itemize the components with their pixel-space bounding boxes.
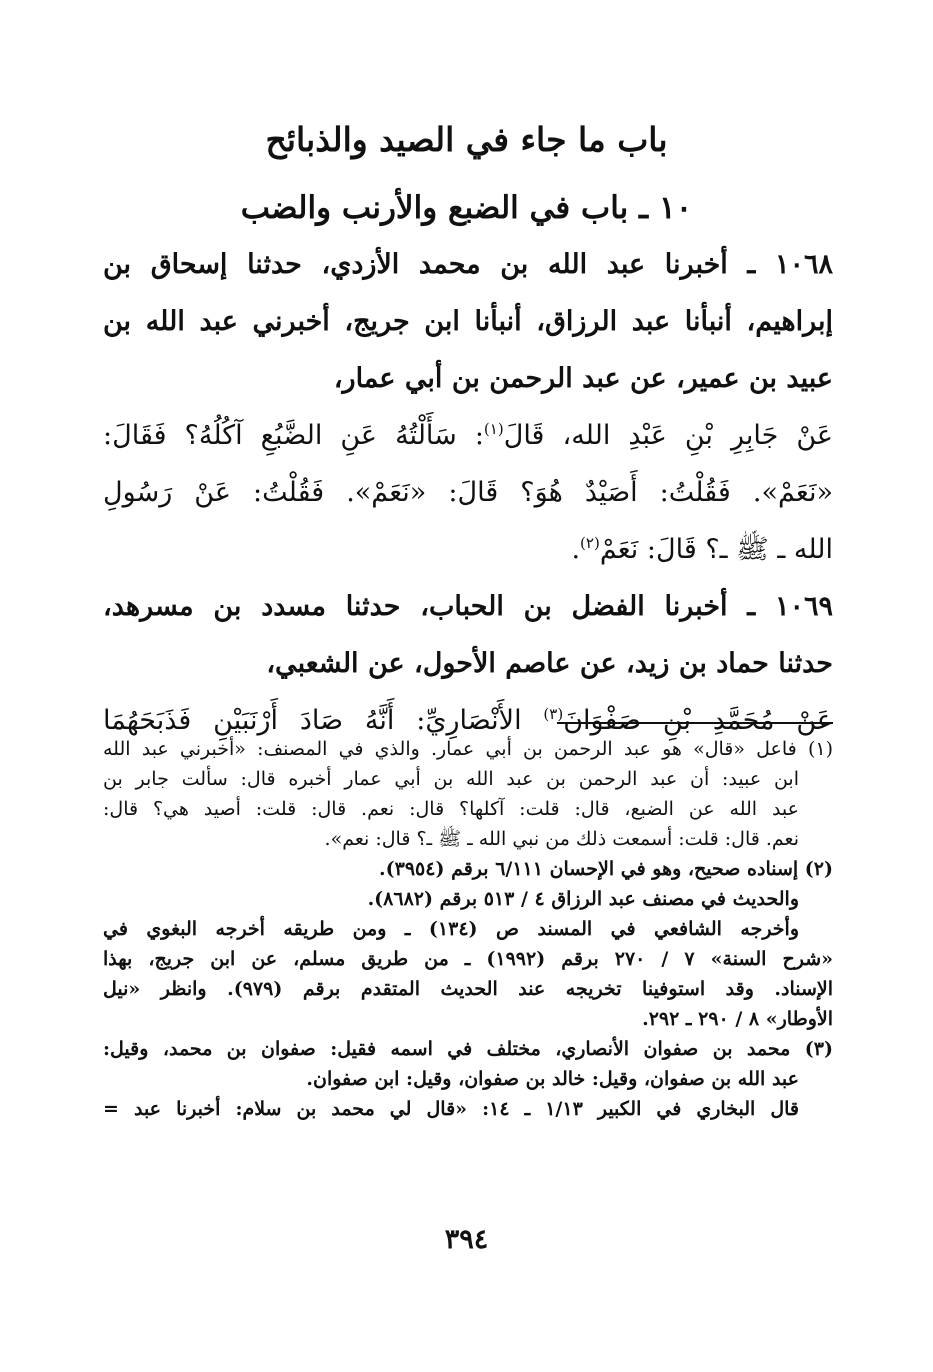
footnote-line: ابن عبيد: أن عبد الرحمن بن عبد الله بن أبي عمار أخبره قال: سألت جابر بن	[103, 768, 799, 790]
footnote-line: عبد الله عن الضبع، قال: قلت: آكلها؟ قال: نعم. قال: قلت: أصيد هي؟ قال:	[103, 798, 799, 820]
body-line: عبيد بن عمير، عن عبد الرحمن بن أبي عمار،	[333, 363, 833, 394]
body-line: ١٠٦٨ ـ أخبرنا عبد الله بن محمد الأزدي، حدثنا إسحاق بن	[103, 249, 833, 280]
footnote-line: نعم. قال: قلت: أسمعت ذلك من نبي الله ـ ﷺ ـ؟ قال: نعم».	[324, 828, 799, 850]
body-line: الله ـ ﷺ ـ؟ قَالَ: نَعَمْ$^{(٢)}$.	[571, 534, 833, 565]
footnote-line: (٣) محمد بن صفوان الأنصاري، مختلف في اسمه فقيل: صفوان بن محمد، وقيل:	[103, 1038, 833, 1060]
footnote-separator	[557, 722, 833, 724]
body-line: إبراهيم، أنبأنا عبد الرزاق، أنبأنا ابن جريج، أخبرني عبد الله بن	[103, 306, 833, 337]
footnote-marker: (٣)	[543, 705, 564, 723]
footnote-line: «شرح السنة» ٧ / ٢٧٠ برقم (١٩٩٢) ـ من طريق مسلم، عن ابن جريج، بهذا	[103, 948, 833, 970]
hadith-body	[103, 236, 833, 749]
footnote-line: الإسناد. وقد استوفينا تخريجه عند الحديث المتقدم برقم (٩٧٩). وانظر «نيل	[103, 978, 833, 1000]
footnote-line: (١) فاعل «قال» هو عبد الرحمن بن أبي عمار. والذي في المصنف: «أخبرني عبد الله	[103, 738, 833, 760]
section-title: ١٠ ـ باب في الضبع والأرنب والضب	[240, 190, 693, 226]
body-line: «نَعَمْ». فَقُلْتُ: أَصَيْدٌ هُوَ؟ قَالَ: «نَعَمْ». فَقُلْتُ: عَنْ رَسُولِ	[103, 477, 833, 508]
footnote-line: الأوطار» ٨ / ٢٩٠ ـ ٢٩٢.	[642, 1008, 833, 1030]
footnote-line: عبد الله بن صفوان، وقيل: خالد بن صفوان، وقيل: ابن صفوان.	[306, 1068, 799, 1090]
body-line: عَنْ مُحَمَّدِ بْنِ صَفْوَانَ$^{(٣)}$ الأَنْصَارِيِّ: أَنَّهُ صَادَ أَرْنَبَيْنِ فَذَبَحَهُمَا	[103, 705, 833, 736]
body-line: حدثنا حماد بن زيد، عن عاصم الأحول، عن الشعبي،	[266, 648, 833, 679]
body-line: عَنْ جَابِرِ بْنِ عَبْدِ الله، قَالَ$^{(١)}$: سَأَلْتُهُ عَنِ الضَّبُعِ آكُلُهُ؟ فَقَالَ:	[103, 420, 833, 451]
footnote-marker: (١)	[483, 420, 504, 438]
chapter-title: باب ما جاء في الصيد والذبائح	[265, 120, 668, 159]
body-line: ١٠٦٩ ـ أخبرنا الفضل بن الحباب، حدثنا مسدد بن مسرهد،	[103, 591, 833, 622]
page-number: ٣٩٤	[444, 1224, 489, 1255]
footnote-line: (٢) إسناده صحيح، وهو في الإحسان ٦/١١١ برقم (٣٩٥٤).	[379, 858, 833, 880]
footnote-line: قال البخاري في الكبير ١/١٣ ـ ١٤: «قال لي محمد بن سلام: أخبرنا عبد =	[103, 1098, 800, 1120]
footnotes	[103, 734, 833, 1124]
footnote-line: وأخرجه الشافعي في المسند ص (١٣٤) ـ ومن طريقه أخرجه البغوي في	[103, 918, 800, 940]
footnote-line: والحديث في مصنف عبد الرزاق ٤ / ٥١٣ برقم (٨٦٨٢).	[367, 888, 799, 910]
footnote-marker: (٢)	[580, 534, 600, 552]
